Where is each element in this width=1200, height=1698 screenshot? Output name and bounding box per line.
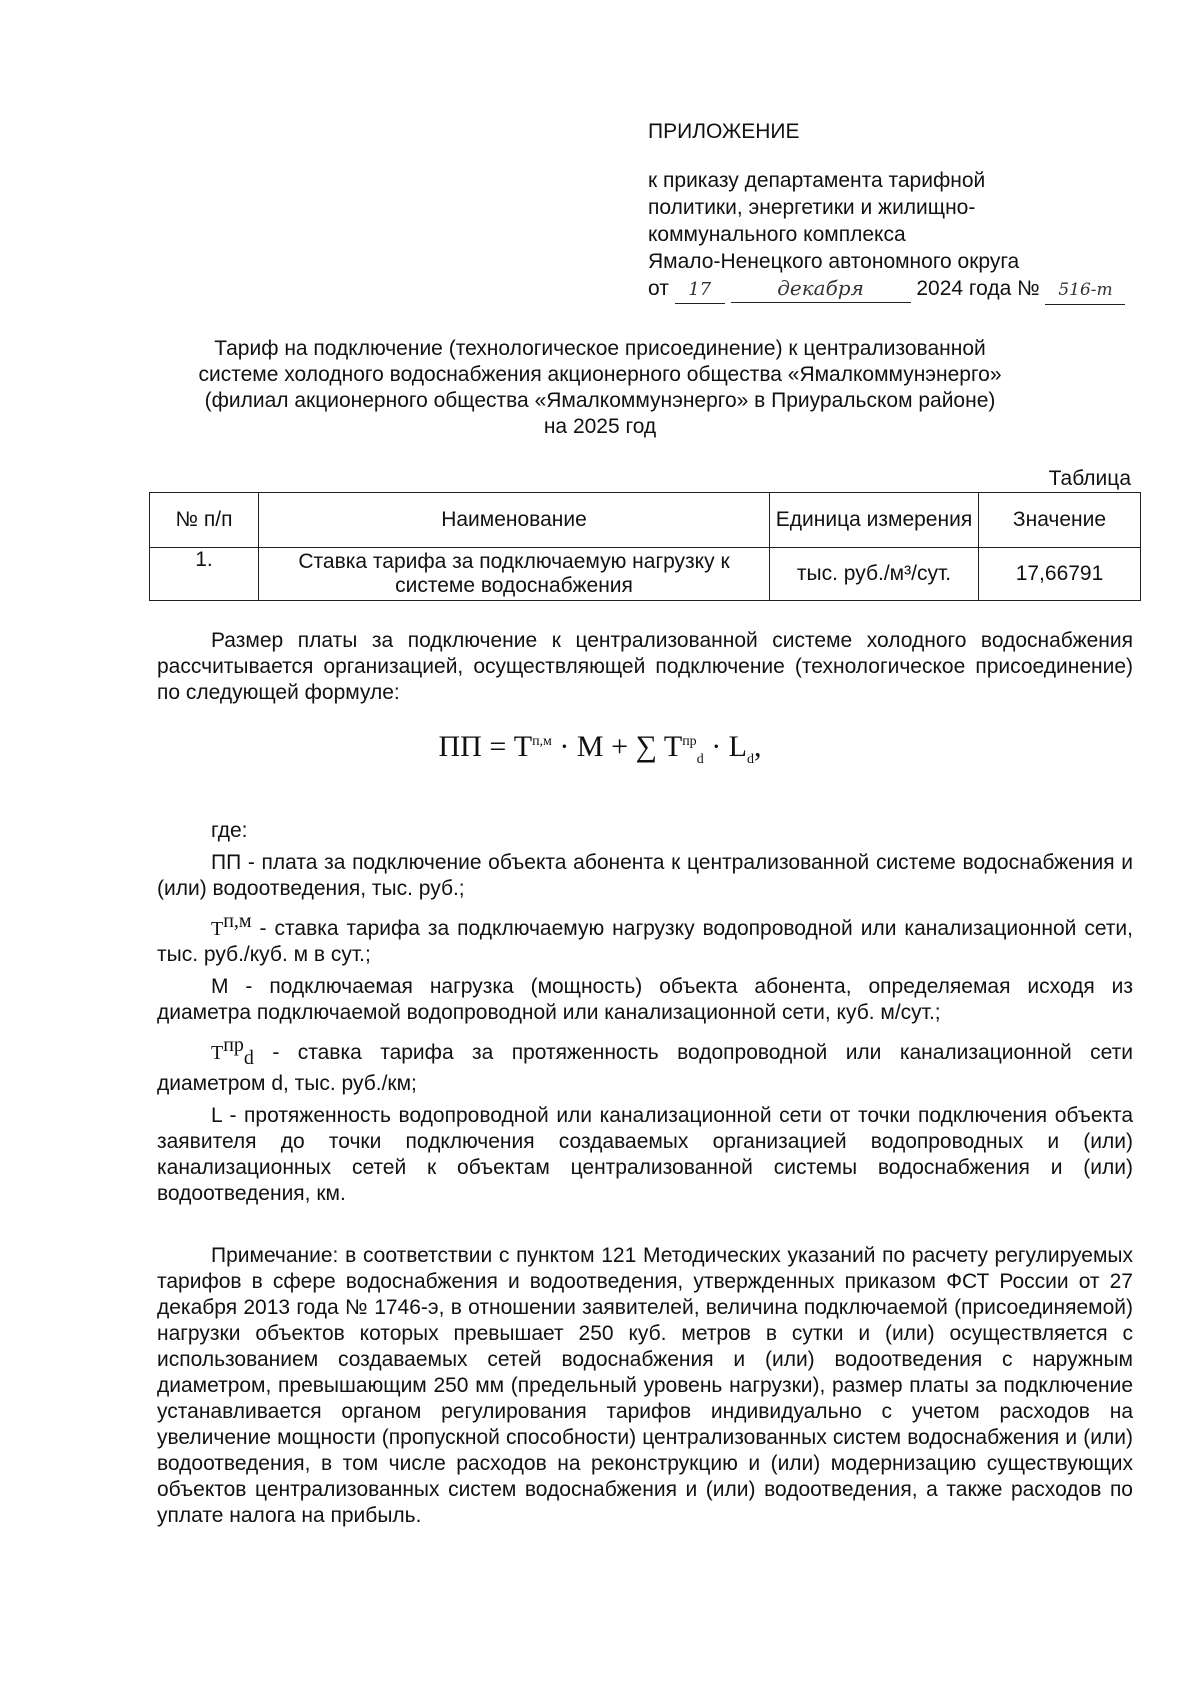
note-paragraph: Примечание: в соответствии с пунктом 121 Методических указаний по расчету регулируемых тарифов в сфере водоснабжения и водоотведения, утвержденных приказом ФСТ России от 27 декабря 2013 года № 1746-э, в отношении заявителей, величина подключаемой (присоединяемой) нагрузки объектов которых превышает 250 куб. метров в сутки и (или) осуществляется с использованием создаваемых сетей водоснабжения и (или) водоотведения с наружным диаметром, превышающим 250 мм (предельный уровень нагрузки), размер платы за подключение устанавливается органом регулирования тарифов индивидуально с учетом расходов на увеличение мощности (пропускной способности) централизованных систем водоснабжения и (или) водоотведения, в том числе расходов на реконструкцию и (или) модернизацию существующих объектов централизованных систем водоснабжения и (или) водоотведения, а также расходов по уплате налога на прибыль. <box>157 1244 1133 1527</box>
header-number: № п/п <box>150 493 259 548</box>
cell-unit: тыс. руб./м³/сут. <box>770 548 979 601</box>
appendix-address <box>648 167 1128 305</box>
fee-formula <box>0 730 1200 768</box>
definition-m: М - подключаемая нагрузка (мощность) объекта абонента, определяемая исходя из диаметра подключаемой водопроводной или канализационной сети, куб. м/сут.; <box>157 975 1133 1024</box>
caption-line: (филиал акционерного общества «Ямалкоммунэнерго» в Приуральском районе) <box>204 389 996 412</box>
intro-paragraph: Размер платы за подключение к централизованной системе холодного водоснабжения рассчитывается организацией, осуществляющей подключение (технологическое присоединение) по следующей формуле: <box>157 629 1133 704</box>
table-header-row <box>150 493 1141 548</box>
cell-name: Ставка тарифа за подключаемую нагрузку к системе водоснабжения <box>259 548 770 601</box>
formula-lhs: ПП <box>438 730 482 763</box>
header-name: Наименование <box>259 493 770 548</box>
date-prefix: от <box>648 277 669 300</box>
cell-value: 17,66791 <box>979 548 1141 601</box>
formula-t1-sup: п,м <box>532 734 552 749</box>
cell-number: 1. <box>150 548 259 601</box>
formula-l-sub: d <box>747 752 755 767</box>
handwritten-month: декабря <box>731 275 911 303</box>
symbol-tpr-sub: d <box>243 1047 254 1070</box>
symbol-tpr: T <box>211 1042 224 1064</box>
formula-t2: T <box>663 730 683 763</box>
address-line: Ямало-Ненецкого автономного округа <box>648 250 1020 273</box>
appendix-title: ПРИЛОЖЕНИЕ <box>648 120 800 143</box>
definitions-block <box>157 818 1133 1213</box>
where-label: где: <box>211 819 248 842</box>
caption-line: системе холодного водоснабжения акционерного общества «Ямалкоммунэнерго» <box>198 363 1002 386</box>
symbol-tpm: T <box>211 918 224 940</box>
address-line: политики, энергетики и жилищно- <box>648 196 976 219</box>
table-label: Таблица <box>1048 467 1131 490</box>
tariff-table <box>149 492 1141 601</box>
formula-eq: = <box>481 730 514 763</box>
definition-pp: ПП - плата за подключение объекта абонента к централизованной системе водоснабжения и (или) водоотведения, тыс. руб.; <box>157 851 1133 900</box>
formula-comma: , <box>754 730 762 763</box>
table-row <box>150 548 1141 601</box>
appendix-header <box>648 118 1128 305</box>
address-line: коммунального комплекса <box>648 223 906 246</box>
formula-m-part: · M + ∑ <box>551 730 664 763</box>
definition-tpr <box>157 1032 1133 1097</box>
formula-t2-sub: d <box>696 752 704 767</box>
formula-t2-sup: пр <box>682 734 697 749</box>
caption-line: на 2025 год <box>543 415 657 438</box>
handwritten-day: 17 <box>675 276 725 304</box>
caption-line: Тариф на подключение (технологическое присоединение) к централизованной <box>214 337 986 360</box>
handwritten-order-number: 516-т <box>1045 277 1125 305</box>
definition-tpm <box>157 908 1133 968</box>
definition-tpr-text: - ставка тарифа за протяженность водопроводной или канализационной сети диаметром d, тыс. руб./км; <box>157 1041 1133 1096</box>
note-block <box>157 1243 1133 1529</box>
header-value: Значение <box>979 493 1141 548</box>
order-date-line <box>648 275 1128 305</box>
definition-tpm-text: - ставка тарифа за подключаемую нагрузку водопроводной или канализационной сети, тыс. руб./куб. м в сут.; <box>157 917 1133 966</box>
tariff-caption <box>150 336 1050 440</box>
formula-l-part: · L <box>703 730 748 763</box>
symbol-tpr-sup: пр <box>223 1034 244 1056</box>
header-unit: Единица измерения <box>770 493 979 548</box>
definition-l: L - протяженность водопроводной или канализационной сети от точки подключения объекта заявителя до точки подключения создаваемых организацией водопроводных и (или) канализационных сетей к объектам централизованной системы водоснабжения и (или) водоотведения, км. <box>157 1104 1133 1206</box>
address-line: к приказу департамента тарифной <box>648 169 986 192</box>
formula-t1: T <box>513 730 533 763</box>
date-suffix: 2024 года № <box>916 277 1040 300</box>
symbol-tpm-sup: п,м <box>223 910 252 932</box>
